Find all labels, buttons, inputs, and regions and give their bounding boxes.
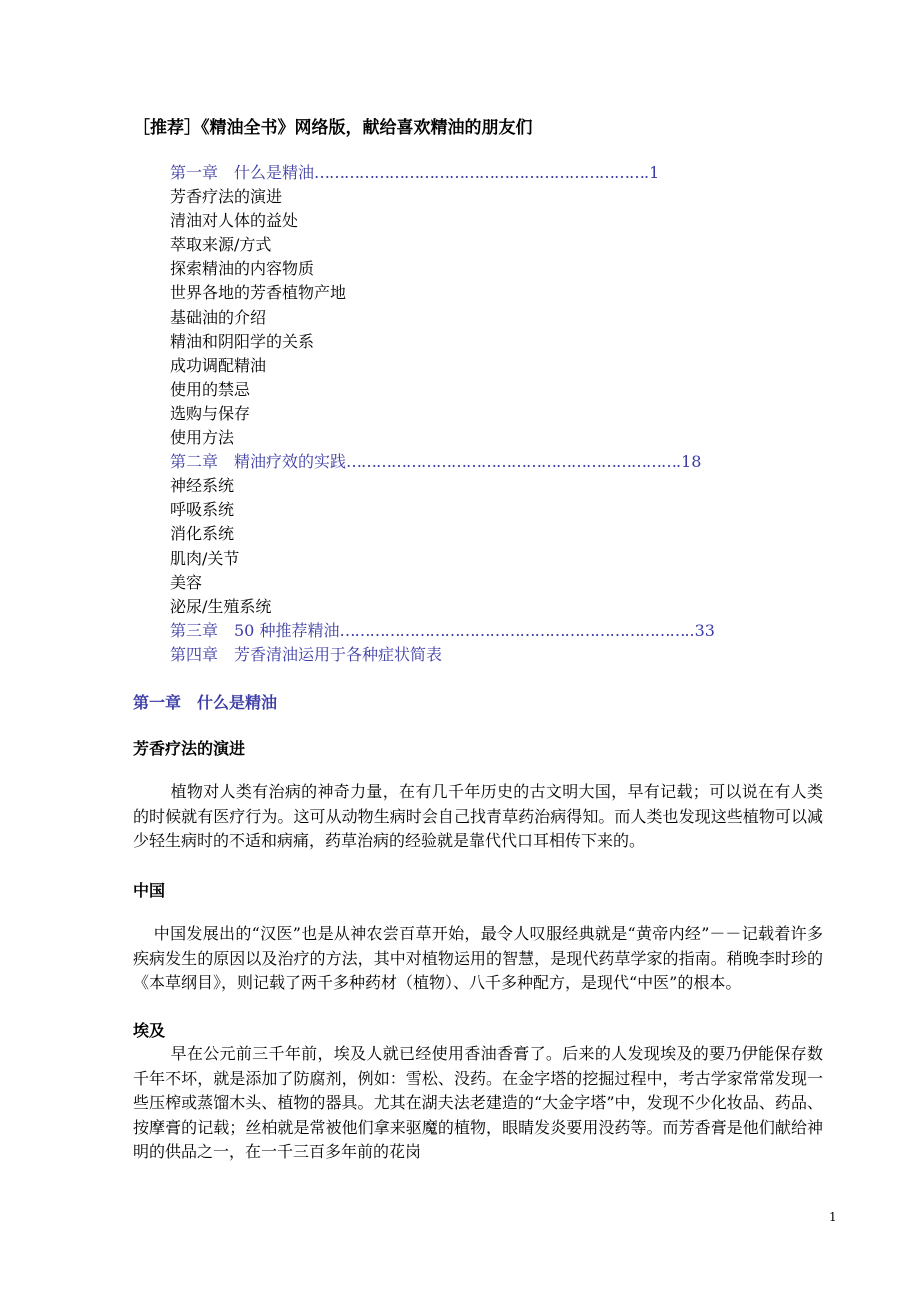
toc-label: 使用的禁忌 [170, 379, 251, 399]
toc-label: 成功调配精油 [170, 355, 267, 375]
toc-item [170, 595, 830, 619]
table-of-contents [170, 161, 830, 667]
toc-item [170, 571, 830, 595]
document-title: ［推荐］《精油全书》网络版，献给喜欢精油的朋友们 [133, 118, 533, 138]
toc-label: 清油对人体的益处 [170, 211, 299, 231]
toc-item [170, 378, 830, 402]
toc-page-number: .1 [644, 163, 660, 182]
toc-chapter-link[interactable] [170, 643, 830, 667]
toc-leader: …………………………………………………………… [339, 620, 685, 640]
toc-item [170, 522, 830, 546]
toc-label: 肌肉/关节 [170, 548, 240, 568]
paragraph-intro: 植物对人类有治病的神奇力量，在有几千年历史的古文明大国，早有记载；可以说在有人类的时候就有医疗行为。这可从动物生病时会自己找青草药治病得知。而人类也发现这些植物可以减少轻生病时的不适和病痛，药草治病的经验就是靠代代口耳相传下来的。 [133, 782, 823, 850]
toc-item [170, 330, 830, 354]
toc-label: 探索精油的内容物质 [170, 259, 315, 279]
toc-label: 第三章 50 种推荐精油 [170, 620, 340, 640]
toc-item [170, 209, 830, 233]
toc-label: 呼吸系统 [170, 500, 235, 520]
subheading-china: 中国 [133, 881, 166, 900]
toc-label: 第一章 什么是精油 [170, 163, 315, 182]
toc-chapter-link[interactable] [170, 161, 830, 185]
toc-label: 世界各地的芳香植物产地 [170, 283, 347, 303]
toc-item [170, 402, 830, 426]
toc-item [170, 185, 830, 209]
toc-item [170, 354, 830, 378]
toc-chapter-link[interactable] [170, 619, 830, 643]
toc-label: 基础油的介绍 [170, 307, 267, 327]
toc-item [170, 306, 830, 330]
paragraph-china: 中国发展出的“汉医”也是从神农尝百草开始，最令人叹服经典就是“黄帝内经”－－记载着许多疾病发生的原因以及治疗的方法，其中对植物运用的智慧，是现代药草学家的指南。稍晚李时珍的《本草纲目》，则记载了两千多种药材（植物）、八千多种配方，是现代“中医”的根本。 [133, 924, 823, 992]
toc-label: 萃取来源/方式 [170, 235, 272, 255]
chapter-heading: 第一章 什么是精油 [133, 693, 278, 712]
toc-page-number: ..33 [684, 620, 715, 640]
toc-label: 精油和阴阳学的关系 [170, 331, 315, 351]
toc-item [170, 547, 830, 571]
toc-label: 神经系统 [170, 476, 235, 496]
toc-label: 使用方法 [170, 428, 235, 448]
toc-item [170, 426, 830, 450]
toc-page-number: .18 [676, 452, 702, 472]
toc-label: 第四章 芳香清油运用于各种症状简表 [170, 644, 443, 664]
toc-item [170, 474, 830, 498]
toc-leader: ………………………………………………………… [346, 452, 677, 472]
toc-item [170, 257, 830, 281]
toc-label: 第二章 精油疗效的实践 [170, 452, 347, 472]
paragraph-egypt: 早在公元前三千年前，埃及人就已经使用香油香膏了。后来的人发现埃及的要乃伊能保存数千年不坏，就是添加了防腐剂，例如：雪松、没药。在金字塔的挖掘过程中，考古学家常常发现一些压榨或蒸馏木头、植物的器具。尤其在湖夫法老建造的“大金字塔”中，发现不少化妆品、药品、按摩膏的记载；丝柏就是常被他们拿来驱魔的植物，眼睛发炎要用没药等。而芳香膏是他们献给神明的供品之一，在一千三百多年前的花岗 [133, 1044, 823, 1161]
toc-label: 芳香疗法的演进 [170, 187, 283, 207]
toc-item [170, 233, 830, 257]
toc-label: 美容 [170, 572, 203, 592]
toc-item [170, 281, 830, 305]
page-number: 1 [829, 1210, 837, 1224]
toc-leader: ………………………………………………………… [314, 163, 645, 182]
toc-label: 选购与保存 [170, 403, 251, 423]
section-heading: 芳香疗法的演进 [133, 739, 246, 758]
toc-label: 消化系统 [170, 524, 235, 544]
toc-item [170, 498, 830, 522]
subheading-egypt: 埃及 [133, 1021, 166, 1040]
toc-label: 泌尿/生殖系统 [170, 596, 272, 616]
toc-chapter-link[interactable] [170, 450, 830, 474]
